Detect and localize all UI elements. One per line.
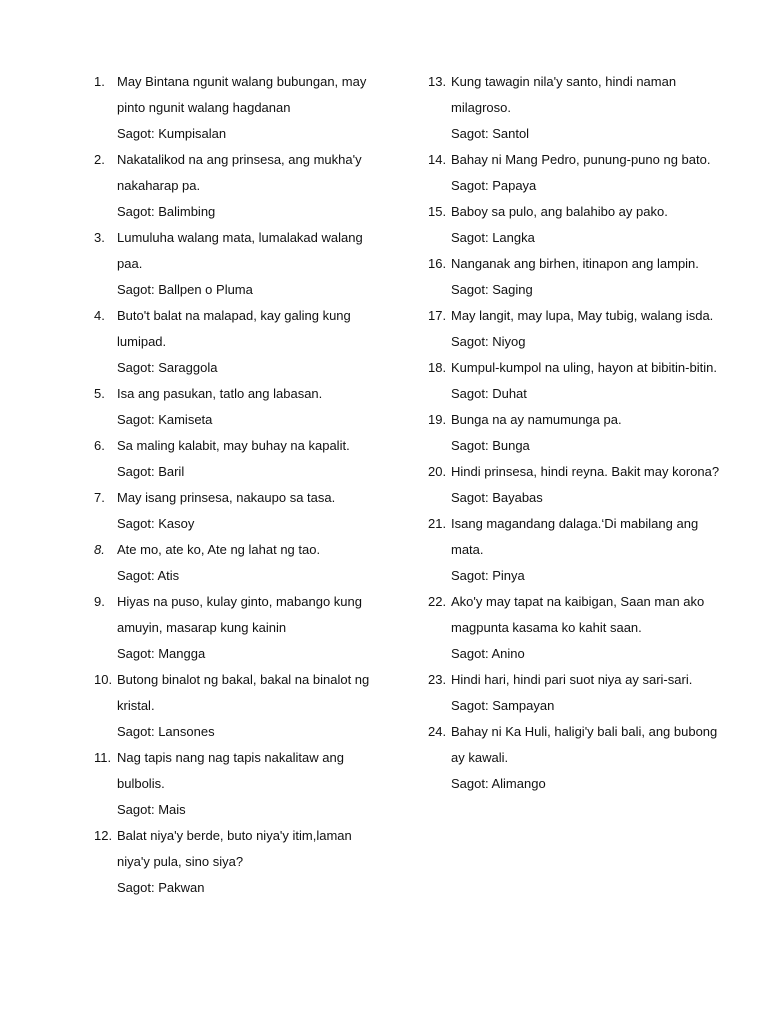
- riddle-answer: Sagot: Pinya: [451, 568, 525, 583]
- riddle-question: Sa maling kalabit, may buhay na kapalit.: [117, 438, 350, 453]
- riddle-body: [117, 823, 384, 901]
- riddle-number: 22.: [428, 594, 447, 609]
- riddle-question: Hindi prinsesa, hindi reyna. Bakit may korona?: [451, 464, 720, 479]
- riddle-answer: Sagot: Niyog: [451, 334, 526, 349]
- riddle-body: [117, 147, 384, 225]
- riddle-number: 23.: [428, 672, 447, 687]
- riddle-item: [428, 69, 720, 147]
- riddle-body: [117, 303, 384, 381]
- riddle-body: [117, 589, 384, 667]
- riddle-item: [428, 667, 720, 719]
- riddle-item: [94, 303, 384, 381]
- riddle-answer: Sagot: Mais: [117, 802, 186, 817]
- riddle-item: [94, 537, 384, 589]
- riddle-answer: Sagot: Balimbing: [117, 204, 216, 219]
- riddle-question: Bahay ni Mang Pedro, punung-puno ng bato.: [451, 152, 711, 167]
- riddle-number: 19.: [428, 412, 447, 427]
- riddle-answer: Sagot: Atis: [117, 568, 180, 583]
- riddle-question: Kung tawagin nila'y santo, hindi naman milagroso.: [451, 74, 677, 115]
- riddle-body: [117, 537, 384, 589]
- riddle-item: [94, 381, 384, 433]
- riddle-number: 14.: [428, 152, 447, 167]
- riddle-answer: Sagot: Santol: [451, 126, 530, 141]
- riddle-answer: Sagot: Ballpen o Pluma: [117, 282, 253, 297]
- riddle-number: 18.: [428, 360, 447, 375]
- riddle-item: [428, 407, 720, 459]
- riddle-body: [117, 225, 384, 303]
- riddle-body: [451, 303, 720, 355]
- riddle-answer: Sagot: Bunga: [451, 438, 530, 453]
- riddle-question: Hindi hari, hindi pari suot niya ay sari-sari.: [451, 672, 693, 687]
- riddle-number: 1.: [94, 74, 105, 89]
- riddle-answer: Sagot: Kasoy: [117, 516, 195, 531]
- riddle-body: [117, 381, 384, 433]
- riddle-item: [94, 667, 384, 745]
- riddle-number: 5.: [94, 386, 105, 401]
- riddle-body: [451, 511, 720, 589]
- riddle-answer: Sagot: Anino: [451, 646, 525, 661]
- riddle-number: 24.: [428, 724, 447, 739]
- riddle-item: [94, 589, 384, 667]
- riddle-body: [451, 667, 720, 719]
- riddle-item: [428, 147, 720, 199]
- riddle-body: [117, 667, 384, 745]
- riddle-question: Butong binalot ng bakal, bakal na binalot ng kristal.: [117, 672, 370, 713]
- riddle-question: Ako'y may tapat na kaibigan, Saan man ako magpunta kasama ko kahit saan.: [451, 594, 705, 635]
- riddle-body: [451, 355, 720, 407]
- riddle-number: 16.: [428, 256, 447, 271]
- riddle-question: Nanganak ang birhen, itinapon ang lampin.: [451, 256, 699, 271]
- riddle-question: Nag tapis nang nag tapis nakalitaw ang bulbolis.: [117, 750, 344, 791]
- riddle-item: [428, 355, 720, 407]
- riddle-question: Kumpul-kumpol na uling, hayon at bibitin-bitin.: [451, 360, 717, 375]
- riddle-answer: Sagot: Kumpisalan: [117, 126, 227, 141]
- riddle-body: [117, 69, 384, 147]
- riddle-number: 9.: [94, 594, 105, 609]
- riddle-body: [117, 745, 384, 823]
- riddle-question: Isa ang pasukan, tatlo ang labasan.: [117, 386, 323, 401]
- riddle-answer: Sagot: Papaya: [451, 178, 537, 193]
- riddle-item: [94, 823, 384, 901]
- riddle-number: 10.: [94, 672, 113, 687]
- riddle-question: Baboy sa pulo, ang balahibo ay pako.: [451, 204, 668, 219]
- riddle-item: [94, 485, 384, 537]
- riddle-answer: Sagot: Bayabas: [451, 490, 543, 505]
- riddle-question: Ate mo, ate ko, Ate ng lahat ng tao.: [117, 542, 321, 557]
- riddle-number: 13.: [428, 74, 447, 89]
- right-column: [428, 69, 720, 797]
- riddle-question: May isang prinsesa, nakaupo sa tasa.: [117, 490, 336, 505]
- riddle-question: Hiyas na puso, kulay ginto, mabango kung amuyin, masarap kung kainin: [117, 594, 362, 635]
- riddle-answer: Sagot: Saraggola: [117, 360, 218, 375]
- riddle-question: Balat niya'y berde, buto niya'y itim,laman niya'y pula, sino siya?: [117, 828, 352, 869]
- riddle-answer: Sagot: Lansones: [117, 724, 215, 739]
- riddle-question: May Bintana ngunit walang bubungan, may pinto ngunit walang hagdanan: [117, 74, 367, 115]
- riddle-body: [451, 199, 720, 251]
- riddle-number: 3.: [94, 230, 105, 245]
- riddle-question: Buto't balat na malapad, kay galing kung lumipad.: [117, 308, 351, 349]
- riddle-body: [117, 433, 384, 485]
- riddle-body: [451, 407, 720, 459]
- riddle-answer: Sagot: Sampayan: [451, 698, 555, 713]
- riddle-item: [428, 199, 720, 251]
- riddle-answer: Sagot: Kamiseta: [117, 412, 213, 427]
- riddle-item: [428, 251, 720, 303]
- riddle-item: [428, 589, 720, 667]
- riddle-number: 8.: [94, 542, 105, 557]
- left-column: [94, 69, 384, 901]
- riddle-number: 20.: [428, 464, 447, 479]
- riddle-answer: Sagot: Saging: [451, 282, 533, 297]
- riddle-item: [428, 719, 720, 797]
- riddle-item: [428, 459, 720, 511]
- riddle-item: [94, 225, 384, 303]
- riddle-number: 4.: [94, 308, 105, 323]
- riddle-number: 12.: [94, 828, 113, 843]
- riddle-body: [451, 719, 720, 797]
- riddle-question: Bahay ni Ka Huli, haligi'y bali bali, ang bubong ay kawali.: [451, 724, 718, 765]
- riddle-question: Nakatalikod na ang prinsesa, ang mukha'y nakaharap pa.: [117, 152, 362, 193]
- riddle-item: [428, 511, 720, 589]
- riddle-question: Lumuluha walang mata, lumalakad walang paa.: [117, 230, 363, 271]
- riddle-body: [451, 69, 720, 147]
- riddle-body: [117, 485, 384, 537]
- riddle-number: 21.: [428, 516, 447, 531]
- riddle-answer: Sagot: Alimango: [451, 776, 546, 791]
- riddle-answer: Sagot: Pakwan: [117, 880, 205, 895]
- riddle-number: 7.: [94, 490, 105, 505]
- riddle-item: [94, 745, 384, 823]
- riddle-item: [94, 147, 384, 225]
- riddle-body: [451, 459, 720, 511]
- riddle-item: [428, 303, 720, 355]
- riddle-answer: Sagot: Langka: [451, 230, 535, 245]
- riddle-question: Isang magandang dalaga.‘Di mabilang ang mata.: [451, 516, 699, 557]
- riddle-number: 17.: [428, 308, 447, 323]
- riddle-item: [94, 433, 384, 485]
- riddle-question: May langit, may lupa, May tubig, walang isda.: [451, 308, 714, 323]
- riddle-answer: Sagot: Mangga: [117, 646, 206, 661]
- riddle-body: [451, 251, 720, 303]
- riddle-body: [451, 589, 720, 667]
- riddle-number: 6.: [94, 438, 105, 453]
- riddle-answer: Sagot: Baril: [117, 464, 185, 479]
- riddle-body: [451, 147, 720, 199]
- riddle-item: [94, 69, 384, 147]
- riddle-number: 11.: [94, 750, 112, 765]
- riddle-number: 2.: [94, 152, 105, 167]
- riddle-number: 15.: [428, 204, 447, 219]
- riddle-answer: Sagot: Duhat: [451, 386, 527, 401]
- riddle-question: Bunga na ay namumunga pa.: [451, 412, 622, 427]
